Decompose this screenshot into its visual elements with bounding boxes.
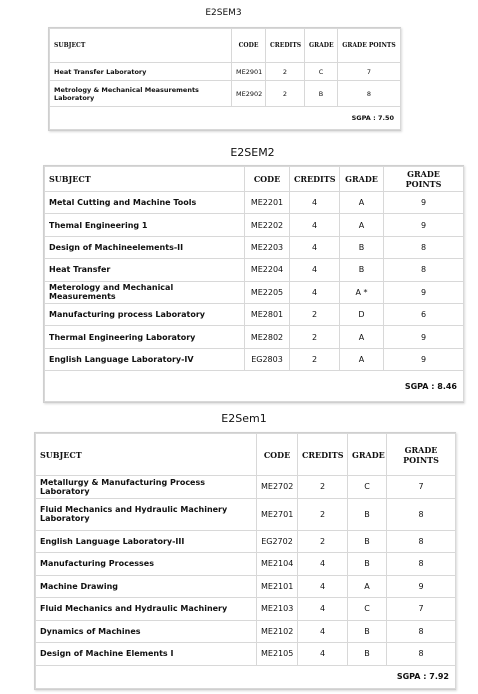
- points-cell: 9: [387, 575, 456, 598]
- credits-header: CREDITS: [290, 167, 340, 192]
- table-header-row: [45, 167, 464, 192]
- table-row: [36, 530, 456, 553]
- code-header: CODE: [232, 29, 266, 63]
- sgpa-value: SGPA : 7.50: [50, 107, 401, 130]
- subject-cell: Design of Machineelements-II: [45, 236, 245, 258]
- subject-cell: English Language Laboratory-III: [36, 530, 257, 553]
- subject-cell: Themal Engineering 1: [45, 214, 245, 236]
- credits-cell: 4: [290, 281, 340, 303]
- grade-points-header: GRADE POINTS: [384, 167, 464, 192]
- code-cell: ME2205: [245, 281, 290, 303]
- subject-cell: Metal Cutting and Machine Tools: [45, 192, 245, 214]
- subject-cell: Heat Transfer: [45, 259, 245, 281]
- subject-cell: Fluid Mechanics and Hydraulic Machinery Laboratory: [36, 498, 257, 530]
- subject-cell: Heat Transfer Laboratory: [50, 63, 232, 81]
- points-cell: 9: [384, 192, 464, 214]
- code-cell: ME2203: [245, 236, 290, 258]
- table-row: [36, 498, 456, 530]
- credits-cell: 4: [298, 620, 348, 643]
- grade-cell: A *: [340, 281, 384, 303]
- code-cell: ME2801: [245, 303, 290, 325]
- table-row: [50, 81, 401, 107]
- grade-cell: B: [348, 498, 387, 530]
- code-cell: EG2803: [245, 348, 290, 370]
- credits-cell: 4: [290, 259, 340, 281]
- grade-header: GRADE: [348, 434, 387, 476]
- grade-cell: B: [348, 620, 387, 643]
- points-cell: 8: [338, 81, 401, 107]
- credits-cell: 4: [298, 553, 348, 576]
- sem3-table-frame: [48, 27, 401, 131]
- code-cell: ME2101: [257, 575, 298, 598]
- subject-cell: Thermal Engineering Laboratory: [45, 326, 245, 348]
- subject-cell: Manufacturing process Laboratory: [45, 303, 245, 325]
- table-row: [45, 348, 464, 370]
- table-row: [45, 192, 464, 214]
- sem3-title: E2SEM3: [205, 8, 242, 18]
- code-header: CODE: [257, 434, 298, 476]
- sgpa-row: [50, 107, 401, 130]
- credits-cell: 2: [266, 81, 305, 107]
- code-cell: ME2701: [257, 498, 298, 530]
- points-cell: 9: [384, 326, 464, 348]
- credits-cell: 4: [290, 192, 340, 214]
- code-cell: EG2702: [257, 530, 298, 553]
- code-cell: ME2201: [245, 192, 290, 214]
- subject-cell: Fluid Mechanics and Hydraulic Machinery: [36, 598, 257, 621]
- points-cell: 9: [384, 348, 464, 370]
- credits-cell: 4: [298, 575, 348, 598]
- credits-header: CREDITS: [298, 434, 348, 476]
- subject-header: SUBJECT: [45, 167, 245, 192]
- points-cell: 8: [387, 530, 456, 553]
- grade-cell: B: [340, 259, 384, 281]
- points-cell: 7: [338, 63, 401, 81]
- sem1-table: [35, 433, 456, 689]
- credits-cell: 2: [266, 63, 305, 81]
- points-cell: 9: [384, 214, 464, 236]
- code-cell: ME2202: [245, 214, 290, 236]
- grade-cell: D: [340, 303, 384, 325]
- points-cell: 7: [387, 598, 456, 621]
- grade-cell: A: [340, 192, 384, 214]
- table-row: [45, 236, 464, 258]
- table-row: [36, 620, 456, 643]
- code-cell: ME2102: [257, 620, 298, 643]
- grade-points-header: GRADE POINTS: [338, 29, 401, 63]
- points-cell: 8: [384, 236, 464, 258]
- points-cell: 8: [384, 259, 464, 281]
- subject-header: SUBJECT: [50, 29, 232, 63]
- points-cell: 6: [384, 303, 464, 325]
- grade-cell: B: [348, 553, 387, 576]
- grade-cell: B: [340, 236, 384, 258]
- sgpa-row: [45, 371, 464, 402]
- code-header: CODE: [245, 167, 290, 192]
- points-cell: 8: [387, 498, 456, 530]
- subject-cell: Machine Drawing: [36, 575, 257, 598]
- sgpa-value: SGPA : 8.46: [45, 371, 464, 402]
- code-cell: ME2802: [245, 326, 290, 348]
- credits-header: CREDITS: [266, 29, 305, 63]
- grade-cell: C: [348, 476, 387, 499]
- subject-cell: Manufacturing Processes: [36, 553, 257, 576]
- code-cell: ME2902: [232, 81, 266, 107]
- sem2-table: [44, 166, 464, 402]
- grade-cell: B: [348, 530, 387, 553]
- points-cell: 8: [387, 643, 456, 666]
- table-row: [50, 63, 401, 81]
- credits-cell: 4: [290, 236, 340, 258]
- sem2-title: E2SEM2: [230, 148, 275, 157]
- table-row: [36, 598, 456, 621]
- sgpa-value: SGPA : 7.92: [36, 665, 456, 688]
- credits-cell: 2: [298, 476, 348, 499]
- table-row: [45, 303, 464, 325]
- grade-cell: C: [348, 598, 387, 621]
- subject-header: SUBJECT: [36, 434, 257, 476]
- subject-cell: Metrology & Mechanical Measurements Laboratory: [50, 81, 232, 107]
- table-row: [45, 281, 464, 303]
- grade-cell: A: [340, 326, 384, 348]
- points-cell: 7: [387, 476, 456, 499]
- table-row: [36, 575, 456, 598]
- subject-cell: Metallurgy & Manufacturing Process Laboratory: [36, 476, 257, 499]
- subject-cell: Meterology and Mechanical Measurements: [45, 281, 245, 303]
- code-cell: ME2104: [257, 553, 298, 576]
- subject-cell: Design of Machine Elements I: [36, 643, 257, 666]
- grade-cell: B: [348, 643, 387, 666]
- sem3-table: [49, 28, 401, 130]
- grade-points-header: GRADE POINTS: [387, 434, 456, 476]
- sgpa-row: [36, 665, 456, 688]
- points-cell: 9: [384, 281, 464, 303]
- subject-cell: English Language Laboratory-IV: [45, 348, 245, 370]
- grade-cell: A: [348, 575, 387, 598]
- grade-header: GRADE: [340, 167, 384, 192]
- table-header-row: [36, 434, 456, 476]
- code-cell: ME2702: [257, 476, 298, 499]
- code-cell: ME2204: [245, 259, 290, 281]
- grade-cell: B: [305, 81, 338, 107]
- code-cell: ME2103: [257, 598, 298, 621]
- code-cell: ME2901: [232, 63, 266, 81]
- credits-cell: 4: [298, 598, 348, 621]
- table-row: [36, 476, 456, 499]
- sem2-table-frame: [43, 165, 464, 403]
- table-row: [36, 553, 456, 576]
- grade-cell: A: [340, 348, 384, 370]
- table-header-row: [50, 29, 401, 63]
- sem1-table-frame: [34, 432, 456, 690]
- subject-cell: Dynamics of Machines: [36, 620, 257, 643]
- grade-header: GRADE: [305, 29, 338, 63]
- code-cell: ME2105: [257, 643, 298, 666]
- credits-cell: 2: [298, 498, 348, 530]
- table-row: [45, 326, 464, 348]
- points-cell: 8: [387, 553, 456, 576]
- credits-cell: 4: [290, 214, 340, 236]
- grade-cell: A: [340, 214, 384, 236]
- credits-cell: 2: [290, 348, 340, 370]
- credits-cell: 2: [290, 303, 340, 325]
- sem1-title: E2Sem1: [221, 412, 267, 425]
- grade-cell: C: [305, 63, 338, 81]
- points-cell: 8: [387, 620, 456, 643]
- credits-cell: 2: [290, 326, 340, 348]
- table-row: [36, 643, 456, 666]
- credits-cell: 4: [298, 643, 348, 666]
- table-row: [45, 259, 464, 281]
- credits-cell: 2: [298, 530, 348, 553]
- table-row: [45, 214, 464, 236]
